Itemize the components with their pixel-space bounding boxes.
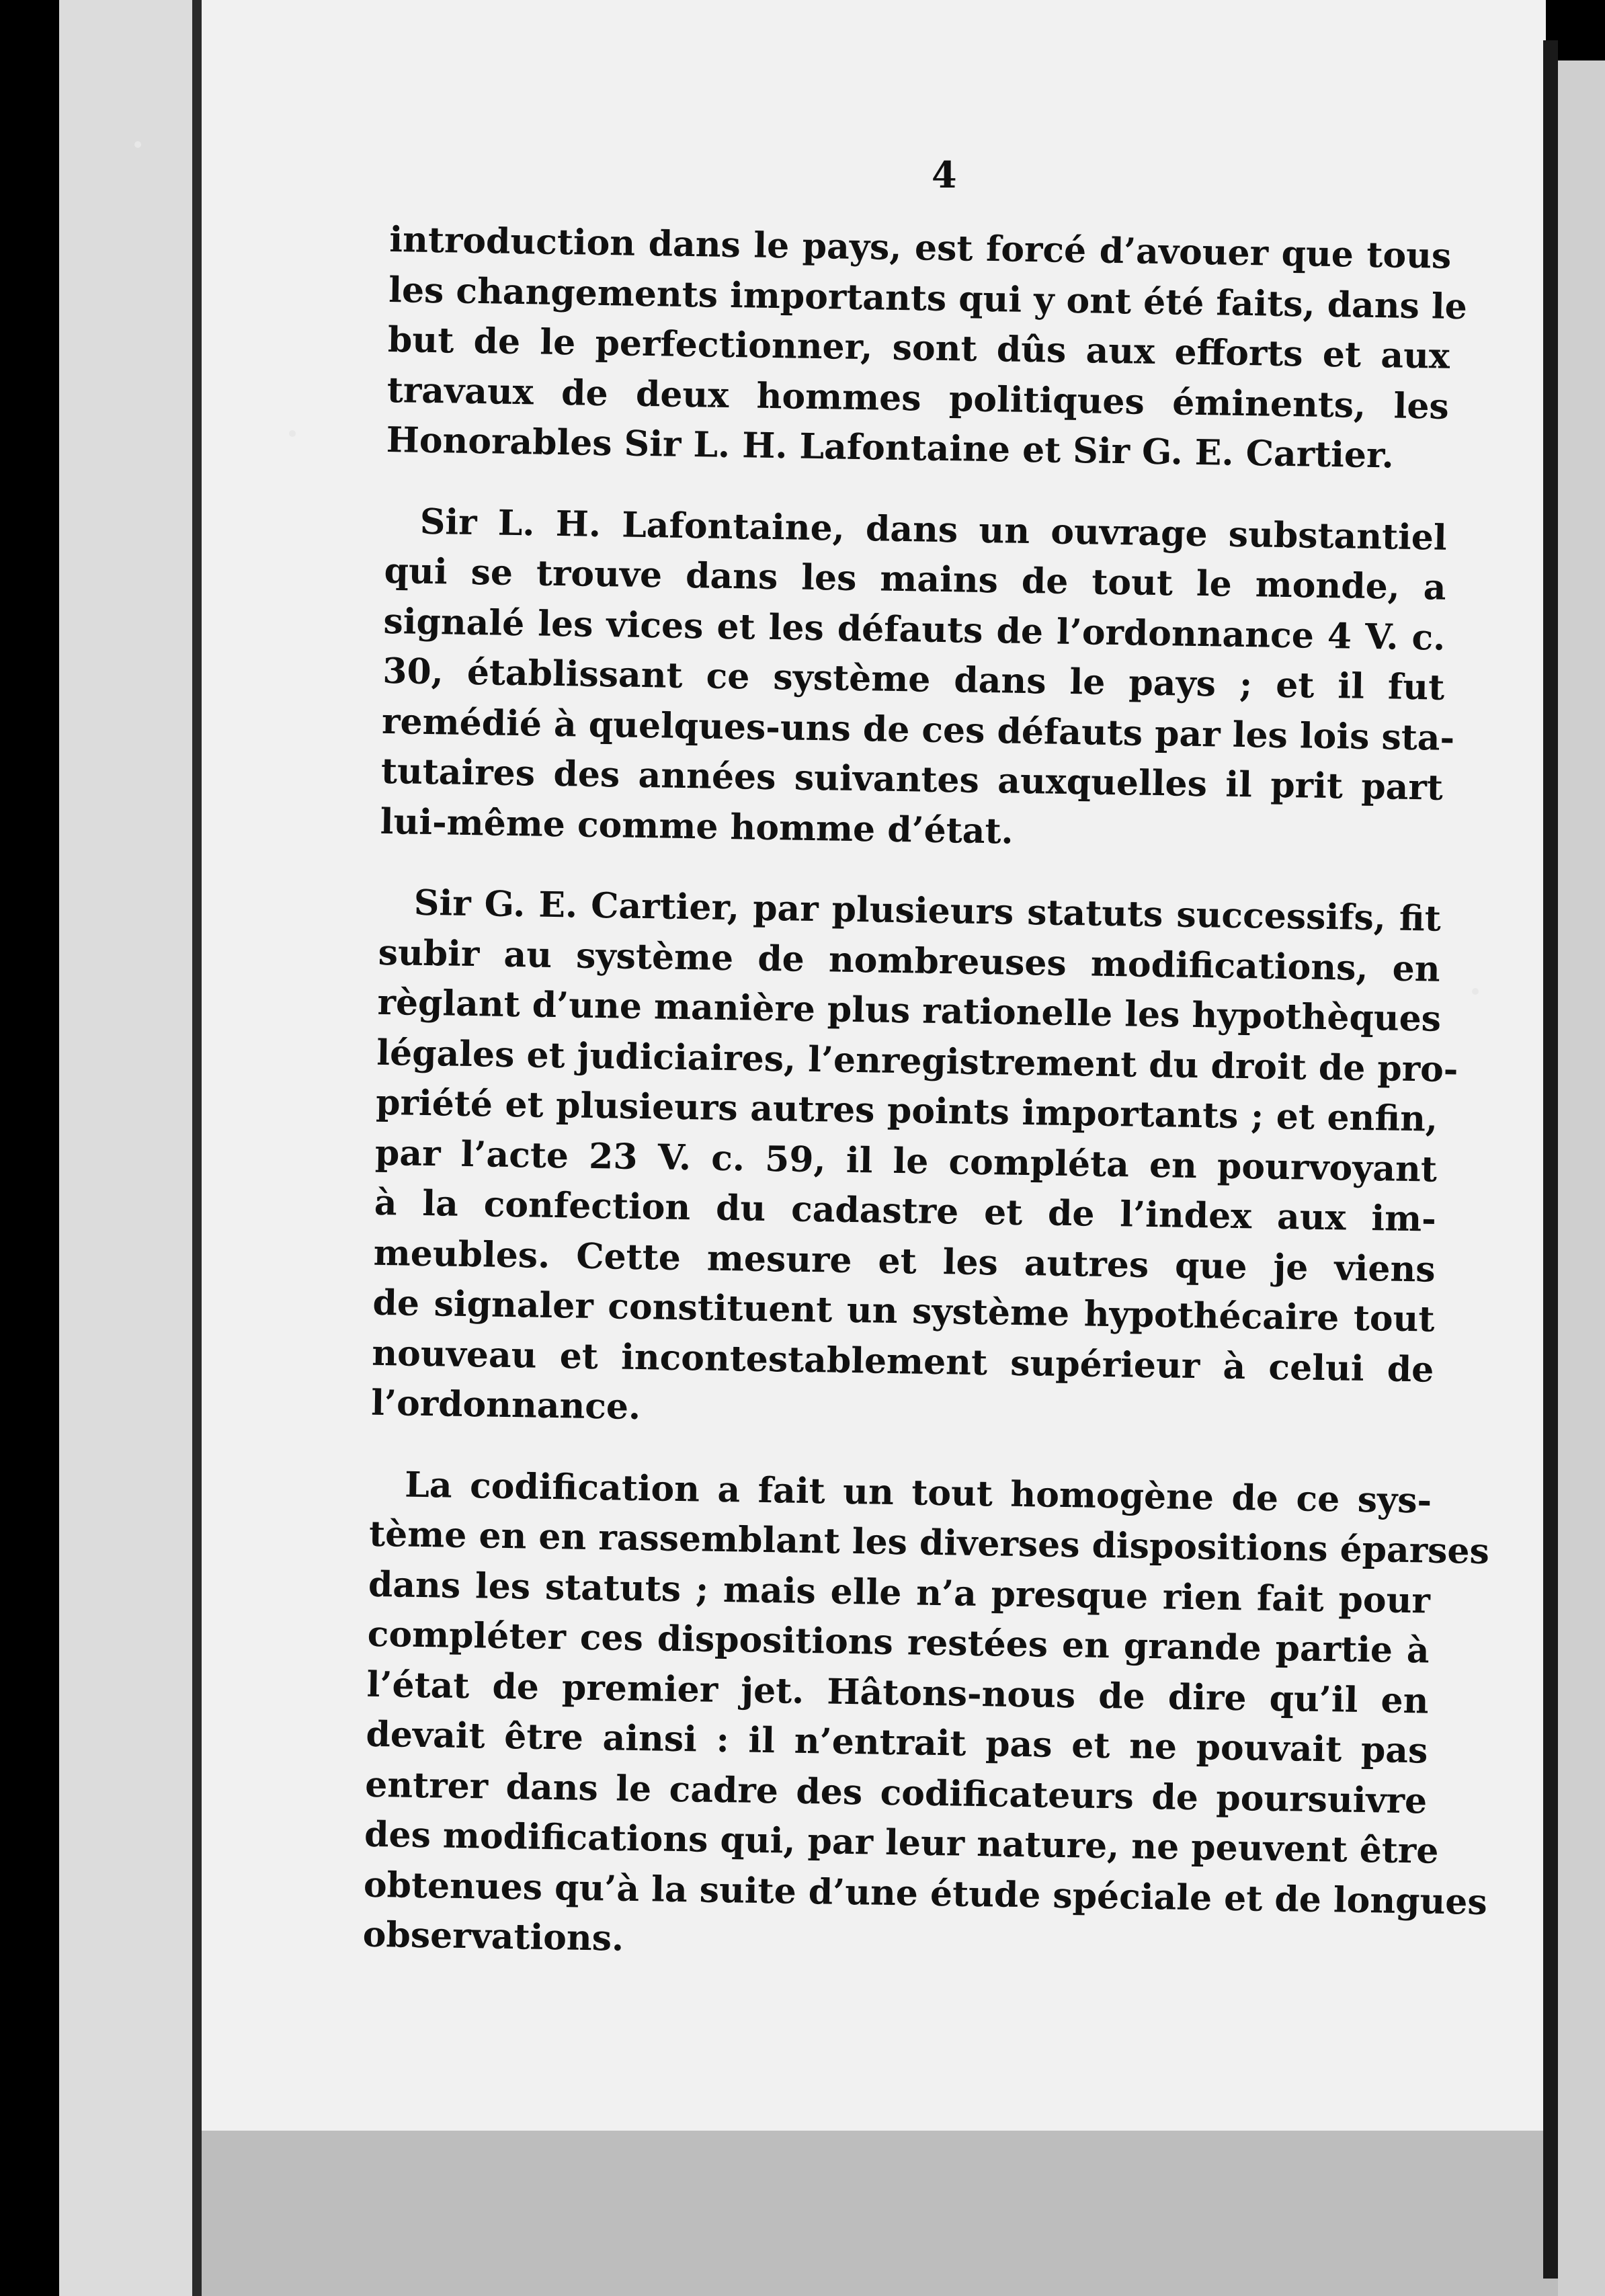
text-line: l’ordonnance.: [370, 1382, 641, 1428]
scan-speck: [1472, 988, 1479, 995]
text-line: entrer dans le cadre des codificateurs de poursuivre: [364, 1764, 1428, 1822]
page-bottom-shadow: [202, 2131, 1559, 2296]
book-cover-left: [59, 0, 204, 2296]
page-number: 4: [932, 153, 957, 196]
text-line: l’état de premier jet. Hâtons-nous de dire qu’il en: [366, 1664, 1429, 1722]
text-line: compléter ces dispositions restées en grande partie à: [367, 1613, 1430, 1672]
text-line: lui-même comme homme d’état.: [380, 801, 1014, 852]
text-line: remédié à quelques-uns de ces défauts par les lois sta-: [381, 700, 1455, 759]
paragraph: [370, 878, 1458, 1445]
text-line: devait être ainsi : il n’entrait pas et ne pouvait pas: [366, 1713, 1428, 1772]
text-line: 30, établissant ce système dans le pays ; et il fut: [382, 650, 1445, 708]
text-line: règlant d’une manière plus rationelle les hypothèques: [377, 981, 1442, 1040]
scan-speck: [134, 141, 141, 148]
text-line: légales et judiciaires, l’enregistrement du droit de pro-: [376, 1032, 1458, 1090]
paragraph: [386, 215, 1468, 482]
text-line: Sir L. H. Lafontaine, dans un ouvrage substantiel: [419, 501, 1448, 559]
text-line: observations.: [362, 1914, 624, 1959]
text-line: Sir G. E. Cartier, par plusieurs statuts successifs, fit: [413, 882, 1442, 940]
text-line: travaux de deux hommes politiques éminents, les: [386, 369, 1450, 427]
text-line: subir au système de nombreuses modifications, en: [378, 932, 1441, 990]
text-line: qui se trouve dans les mains de tout le monde, a: [384, 550, 1446, 608]
text-line: La codification a fait un tout homogène de ce sys-: [404, 1464, 1432, 1522]
text-line: dans les statuts ; mais elle n’a presque rien fait pour: [368, 1563, 1431, 1622]
text-line: priété et plusieurs autres points importants ; et enfin,: [375, 1081, 1438, 1140]
scan-speck: [289, 430, 296, 437]
text-line: obtenues qu’à la suite d’une étude spéciale et de longues: [363, 1864, 1488, 1923]
binding-edge: [192, 0, 202, 2296]
page-text: [362, 215, 1490, 2008]
page-right-edge: [1543, 40, 1558, 2279]
paragraph: [362, 1459, 1490, 1977]
text-line: meubles. Cette mesure et les autres que je viens: [373, 1232, 1436, 1290]
text-line: signalé les vices et les défauts de l’ordonnance 4 V. c.: [383, 600, 1446, 659]
text-line: nouveau et incontestablement supérieur à celui de: [371, 1332, 1434, 1391]
text-line: Honorables Sir L. H. Lafontaine et Sir G. E. Cartier.: [386, 419, 1395, 477]
text-line: introduction dans le pays, est forcé d’avouer que tous: [388, 218, 1452, 277]
book-cover-right: [1558, 60, 1605, 2296]
paragraph: [380, 496, 1455, 863]
text-line: tutaires des années suivantes auxquelles il prit part: [380, 750, 1444, 809]
text-line: à la confection du cadastre et de l’index aux im-: [374, 1182, 1437, 1240]
text-line: par l’acte 23 V. c. 59, il le compléta en pourvoyant: [374, 1132, 1438, 1190]
text-line: de signaler constituent un système hypothécaire tout: [372, 1282, 1435, 1340]
text-line: des modifications qui, par leur nature, ne peuvent être: [364, 1813, 1439, 1872]
text-line: les changements importants qui y ont été faits, dans le: [388, 269, 1468, 327]
text-line: tème en en rassemblant les diverses dispositions éparses: [368, 1513, 1490, 1572]
text-line: but de le perfectionner, sont dûs aux efforts et aux: [387, 319, 1450, 377]
